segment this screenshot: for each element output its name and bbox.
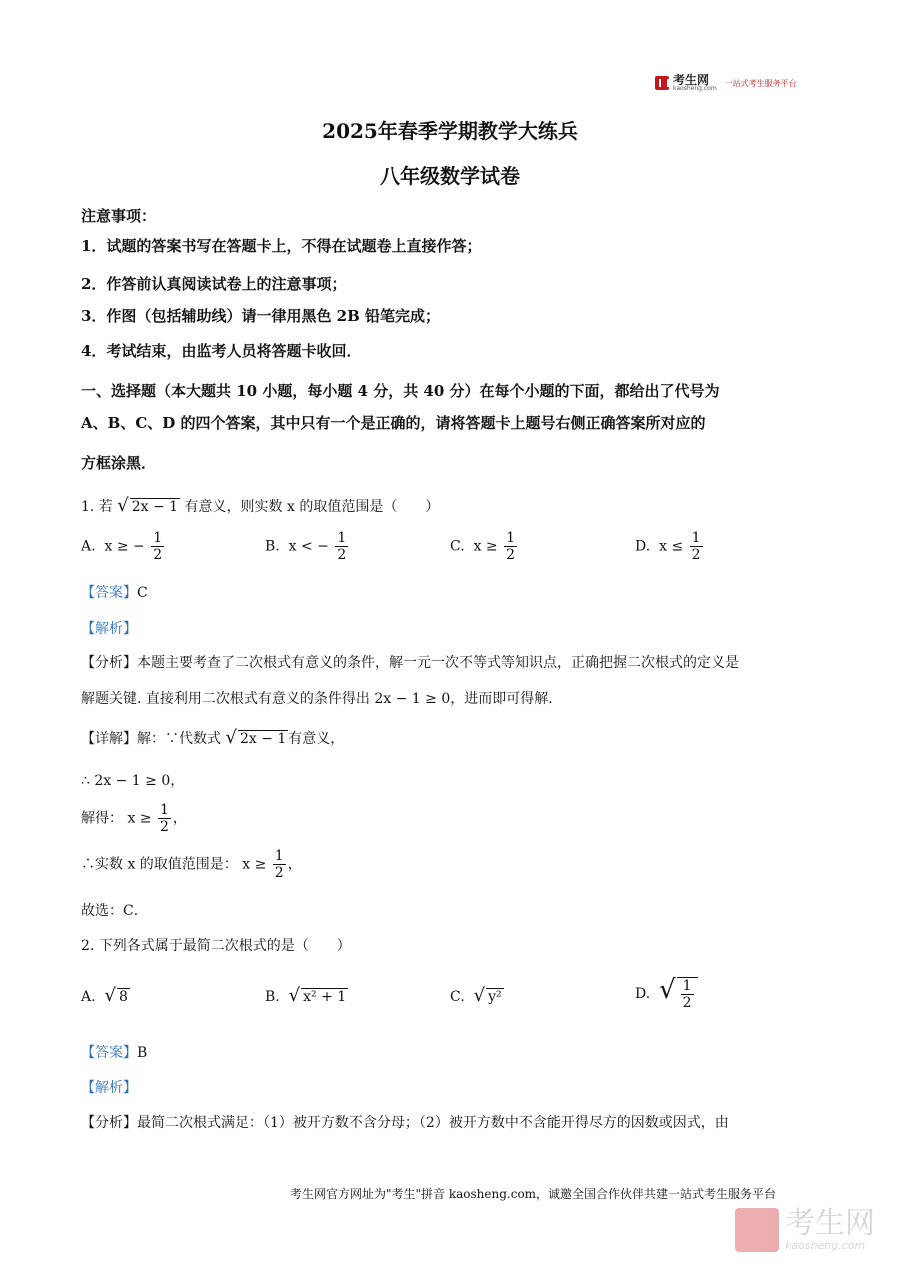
frac-num: 1 bbox=[682, 977, 692, 994]
fraction bbox=[158, 802, 171, 835]
detail-radicand: 2x − 1 bbox=[239, 731, 287, 747]
watermark-url: kaosheng.com bbox=[785, 1238, 866, 1252]
fenxi-tag: 【分析】 bbox=[81, 1115, 137, 1131]
logo-tagline: 一站式考生服务平台 bbox=[724, 78, 797, 88]
q1-stem-pre: 1. 若 bbox=[81, 499, 113, 515]
q1-step3 bbox=[81, 802, 187, 835]
logo-icon bbox=[655, 76, 669, 90]
logo-text bbox=[673, 74, 717, 92]
q2-stem: 2. 下列各式属于最简二次根式的是（ ） bbox=[81, 938, 351, 954]
option-letter: A. bbox=[81, 538, 96, 555]
notice-item-3: 3．作图（包括辅助线）请一律用黑色 2B 铅笔完成； bbox=[81, 307, 440, 325]
q2-fenxi-line1 bbox=[81, 1112, 729, 1132]
fraction bbox=[681, 978, 694, 1011]
radicand: x² + 1 bbox=[303, 989, 347, 1005]
q1-answer bbox=[81, 582, 148, 602]
radicand: 8 bbox=[118, 989, 128, 1005]
detail-text: 解：∵代数式 bbox=[137, 731, 221, 747]
fraction bbox=[690, 530, 703, 563]
option-letter: A. bbox=[81, 989, 96, 1005]
q1-step2: ∴ 2x − 1 ≥ 0， bbox=[81, 773, 185, 789]
radicand bbox=[677, 977, 698, 1011]
answer-tag: 【答案】 bbox=[81, 585, 137, 601]
step-text: 解得： x ≥ bbox=[81, 810, 152, 827]
option-letter: D. bbox=[635, 986, 651, 1002]
frac-den: 2 bbox=[691, 547, 701, 563]
notice-item-2: 2．作答前认真阅读试卷上的注意事项； bbox=[81, 275, 347, 293]
watermark-name: 考生网 bbox=[785, 1205, 875, 1241]
q1-option-b bbox=[265, 530, 350, 563]
frac-den: 2 bbox=[153, 547, 163, 563]
answer-value: C bbox=[137, 585, 148, 601]
fraction bbox=[335, 530, 348, 563]
option-lhs: x < − bbox=[288, 538, 329, 555]
detail-post: 有意义， bbox=[288, 731, 345, 747]
fenxi-tag: 【分析】 bbox=[81, 655, 137, 671]
section1-line3: 方框涂黑． bbox=[81, 454, 157, 472]
option-lhs: x ≥ − bbox=[104, 538, 145, 555]
option-letter: B. bbox=[265, 989, 280, 1005]
step-text: ∴实数 x 的取值范围是： x ≥ bbox=[81, 856, 267, 873]
frac-num: 1 bbox=[274, 848, 284, 864]
notice-item-1: 1．试题的答案书写在答题卡上，不得在试题卷上直接作答； bbox=[81, 237, 482, 255]
watermark bbox=[735, 1205, 875, 1252]
q1-stem-post: 有意义，则实数 x 的取值范围是（ ） bbox=[184, 499, 440, 515]
step-post: ， bbox=[172, 810, 187, 827]
answer-tag: 【答案】 bbox=[81, 1045, 137, 1061]
q1-analysis-tag: 【解析】 bbox=[81, 621, 137, 637]
q2-option-a: A. √ 8 bbox=[81, 985, 128, 1006]
option-lhs: x ≥ bbox=[473, 538, 498, 555]
frac-den: 2 bbox=[682, 994, 692, 1011]
q1-step5: 故选：C． bbox=[81, 903, 148, 919]
option-letter: C. bbox=[450, 989, 465, 1005]
logo-name: 考生网 bbox=[673, 73, 710, 87]
frac-num: 1 bbox=[153, 530, 163, 546]
option-lhs: x ≤ bbox=[659, 538, 684, 555]
fenxi-text: 本题主要考查了二次根式有意义的条件，解一元一次不等式等知识点，正确把握二次根式的定义是 bbox=[137, 655, 739, 671]
q1-option-c bbox=[450, 530, 519, 563]
exam-title: 2025年春季学期教学大练兵 bbox=[322, 119, 578, 143]
q1-detail-line1: 【详解】解：∵代数式 √ 2x − 1 有意义， bbox=[81, 727, 345, 748]
notice-heading: 注意事项： bbox=[81, 207, 157, 225]
exam-subtitle: 八年级数学试卷 bbox=[380, 164, 520, 188]
frac-num: 1 bbox=[691, 530, 701, 546]
q1-fenxi-line1 bbox=[81, 652, 739, 672]
frac-den: 2 bbox=[337, 547, 347, 563]
option-letter: D. bbox=[635, 538, 651, 555]
q2-option-c: C. √ y² bbox=[450, 985, 502, 1006]
q2-analysis-tag: 【解析】 bbox=[81, 1080, 137, 1096]
option-letter: C. bbox=[450, 538, 465, 555]
radicand: y² bbox=[488, 989, 502, 1005]
q2-option-b: B. √ x² + 1 bbox=[265, 985, 347, 1006]
detail-tag: 【详解】 bbox=[81, 731, 137, 747]
q1-fenxi-line2: 解题关键. 直接利用二次根式有意义的条件得出 2x − 1 ≥ 0，进而即可得解. bbox=[81, 691, 553, 707]
step-post: ， bbox=[287, 856, 302, 873]
frac-num: 1 bbox=[159, 802, 169, 818]
frac-num: 1 bbox=[337, 530, 347, 546]
q2-answer bbox=[81, 1042, 147, 1062]
footer-text: 考生网官方网址为"考生"拼音 kaosheng.com，诚邀全国合作伙伴共建一站式考生服务平台 bbox=[290, 1187, 777, 1201]
section1-line1: 一、选择题（本大题共 10 小题，每小题 4 分，共 40 分）在每个小题的下面，都给出了代号为 bbox=[81, 382, 720, 400]
logo-url: kaosheng.com bbox=[673, 85, 717, 92]
frac-den: 2 bbox=[506, 547, 516, 563]
header-logo bbox=[655, 74, 797, 92]
fraction bbox=[273, 848, 286, 881]
fraction bbox=[504, 530, 517, 563]
section1-line2: A、B、C、D 的四个答案，其中只有一个是正确的，请将答题卡上题号右侧正确答案所对应的 bbox=[81, 414, 706, 432]
answer-value: B bbox=[137, 1045, 148, 1061]
fenxi-text: 最简二次根式满足：（1）被开方数不含分母；（2）被开方数中不含能开得尽方的因数或因式，由 bbox=[137, 1115, 729, 1131]
frac-den: 2 bbox=[159, 819, 169, 835]
fraction bbox=[151, 530, 164, 563]
watermark-text bbox=[785, 1205, 875, 1252]
q2-option-d: D. √ $\frac{1}{2}$ bbox=[635, 975, 698, 1011]
option-letter: B. bbox=[265, 538, 280, 555]
q1-step4 bbox=[81, 848, 302, 881]
q1-option-a bbox=[81, 530, 166, 563]
watermark-logo-icon bbox=[735, 1208, 779, 1252]
notice-item-4: 4．考试结束，由监考人员将答题卡收回． bbox=[81, 342, 362, 360]
q1-radicand: 2x − 1 bbox=[131, 499, 179, 515]
frac-den: 2 bbox=[274, 865, 284, 881]
q1-option-d bbox=[635, 530, 705, 563]
frac-num: 1 bbox=[506, 530, 516, 546]
q1-stem: 1. 若 √ 2x − 1 有意义，则实数 x 的取值范围是（ ） bbox=[81, 495, 440, 516]
